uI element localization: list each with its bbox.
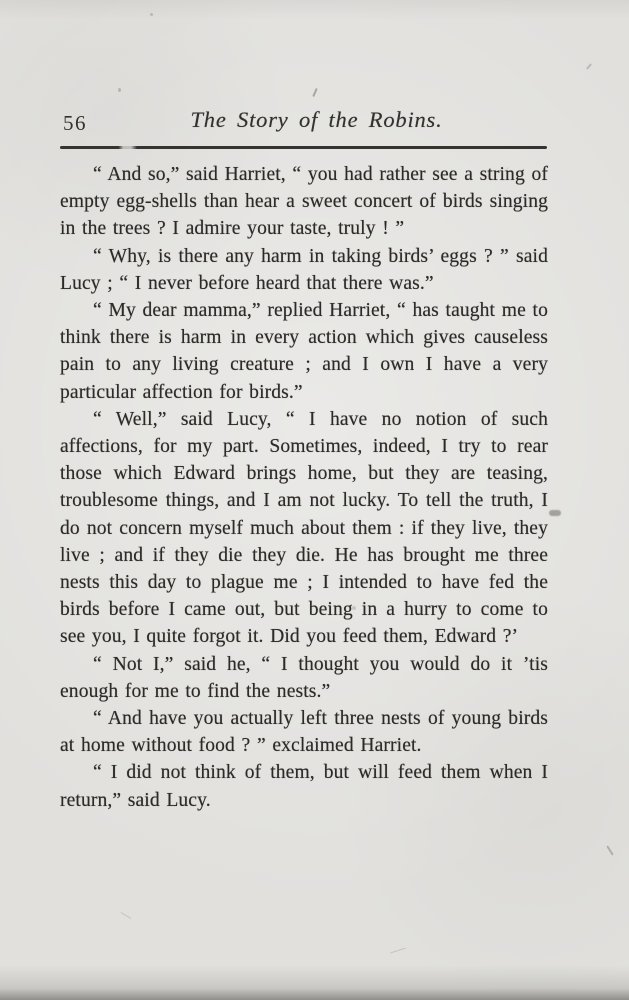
scan-speck	[352, 606, 356, 610]
page-header	[60, 107, 547, 143]
scan-speck	[150, 13, 153, 16]
paragraph: “ I did not think of them, but will feed them when I return,” said Lucy.	[60, 762, 548, 811]
paper-fiber	[121, 912, 132, 919]
paragraph: “ Why, is there any harm in taking birds’ eggs ? ” said Lucy ; “ I never before heard that there was.”	[60, 245, 548, 294]
scan-speck	[118, 88, 121, 92]
page-number: 56	[63, 111, 87, 135]
scan-speck	[312, 88, 317, 97]
paragraph: “ Not I,” said he, “ I thought you would do it ’tis enough for me to find the nests.”	[60, 653, 548, 702]
scan-speck	[586, 63, 592, 70]
scan-speck	[606, 845, 614, 855]
paragraph: “ Well,” said Lucy, “ I have no notion of such affections, for my part. Sometimes, indeed, I try to rear those which Edward brings home, but they are teasing, troublesome things, and I am not lucky. To tell the truth, I do not concern myself much about them : if they live, they live ; and if they die they die. He has brought me three nests this day to plague me ; I intended to have fed the birds before I came out, but being in a hurry to come to see you, I quite forgot it. Did you feed them, Edward ?’	[60, 408, 548, 648]
scan-smudge	[549, 510, 561, 516]
paragraph: “ And so,” said Harriet, “ you had rather see a string of empty egg-shells than hear a sweet concert of birds singing in the trees ? I admire your taste, truly ! ”	[60, 164, 548, 240]
text-block	[60, 161, 548, 814]
paper-fiber	[390, 948, 406, 954]
running-title: The Story of the Robins.	[190, 107, 443, 132]
header-rule	[60, 146, 547, 149]
paragraph: “ My dear mamma,” replied Harriet, “ has taught me to think there is harm in every action which gives causeless pain to any living creature ; and I own I have a very particular affection for birds.”	[60, 300, 548, 403]
paragraph: “ And have you actually left three nests of young birds at home without food ? ” exclaimed Harriet.	[60, 708, 548, 757]
